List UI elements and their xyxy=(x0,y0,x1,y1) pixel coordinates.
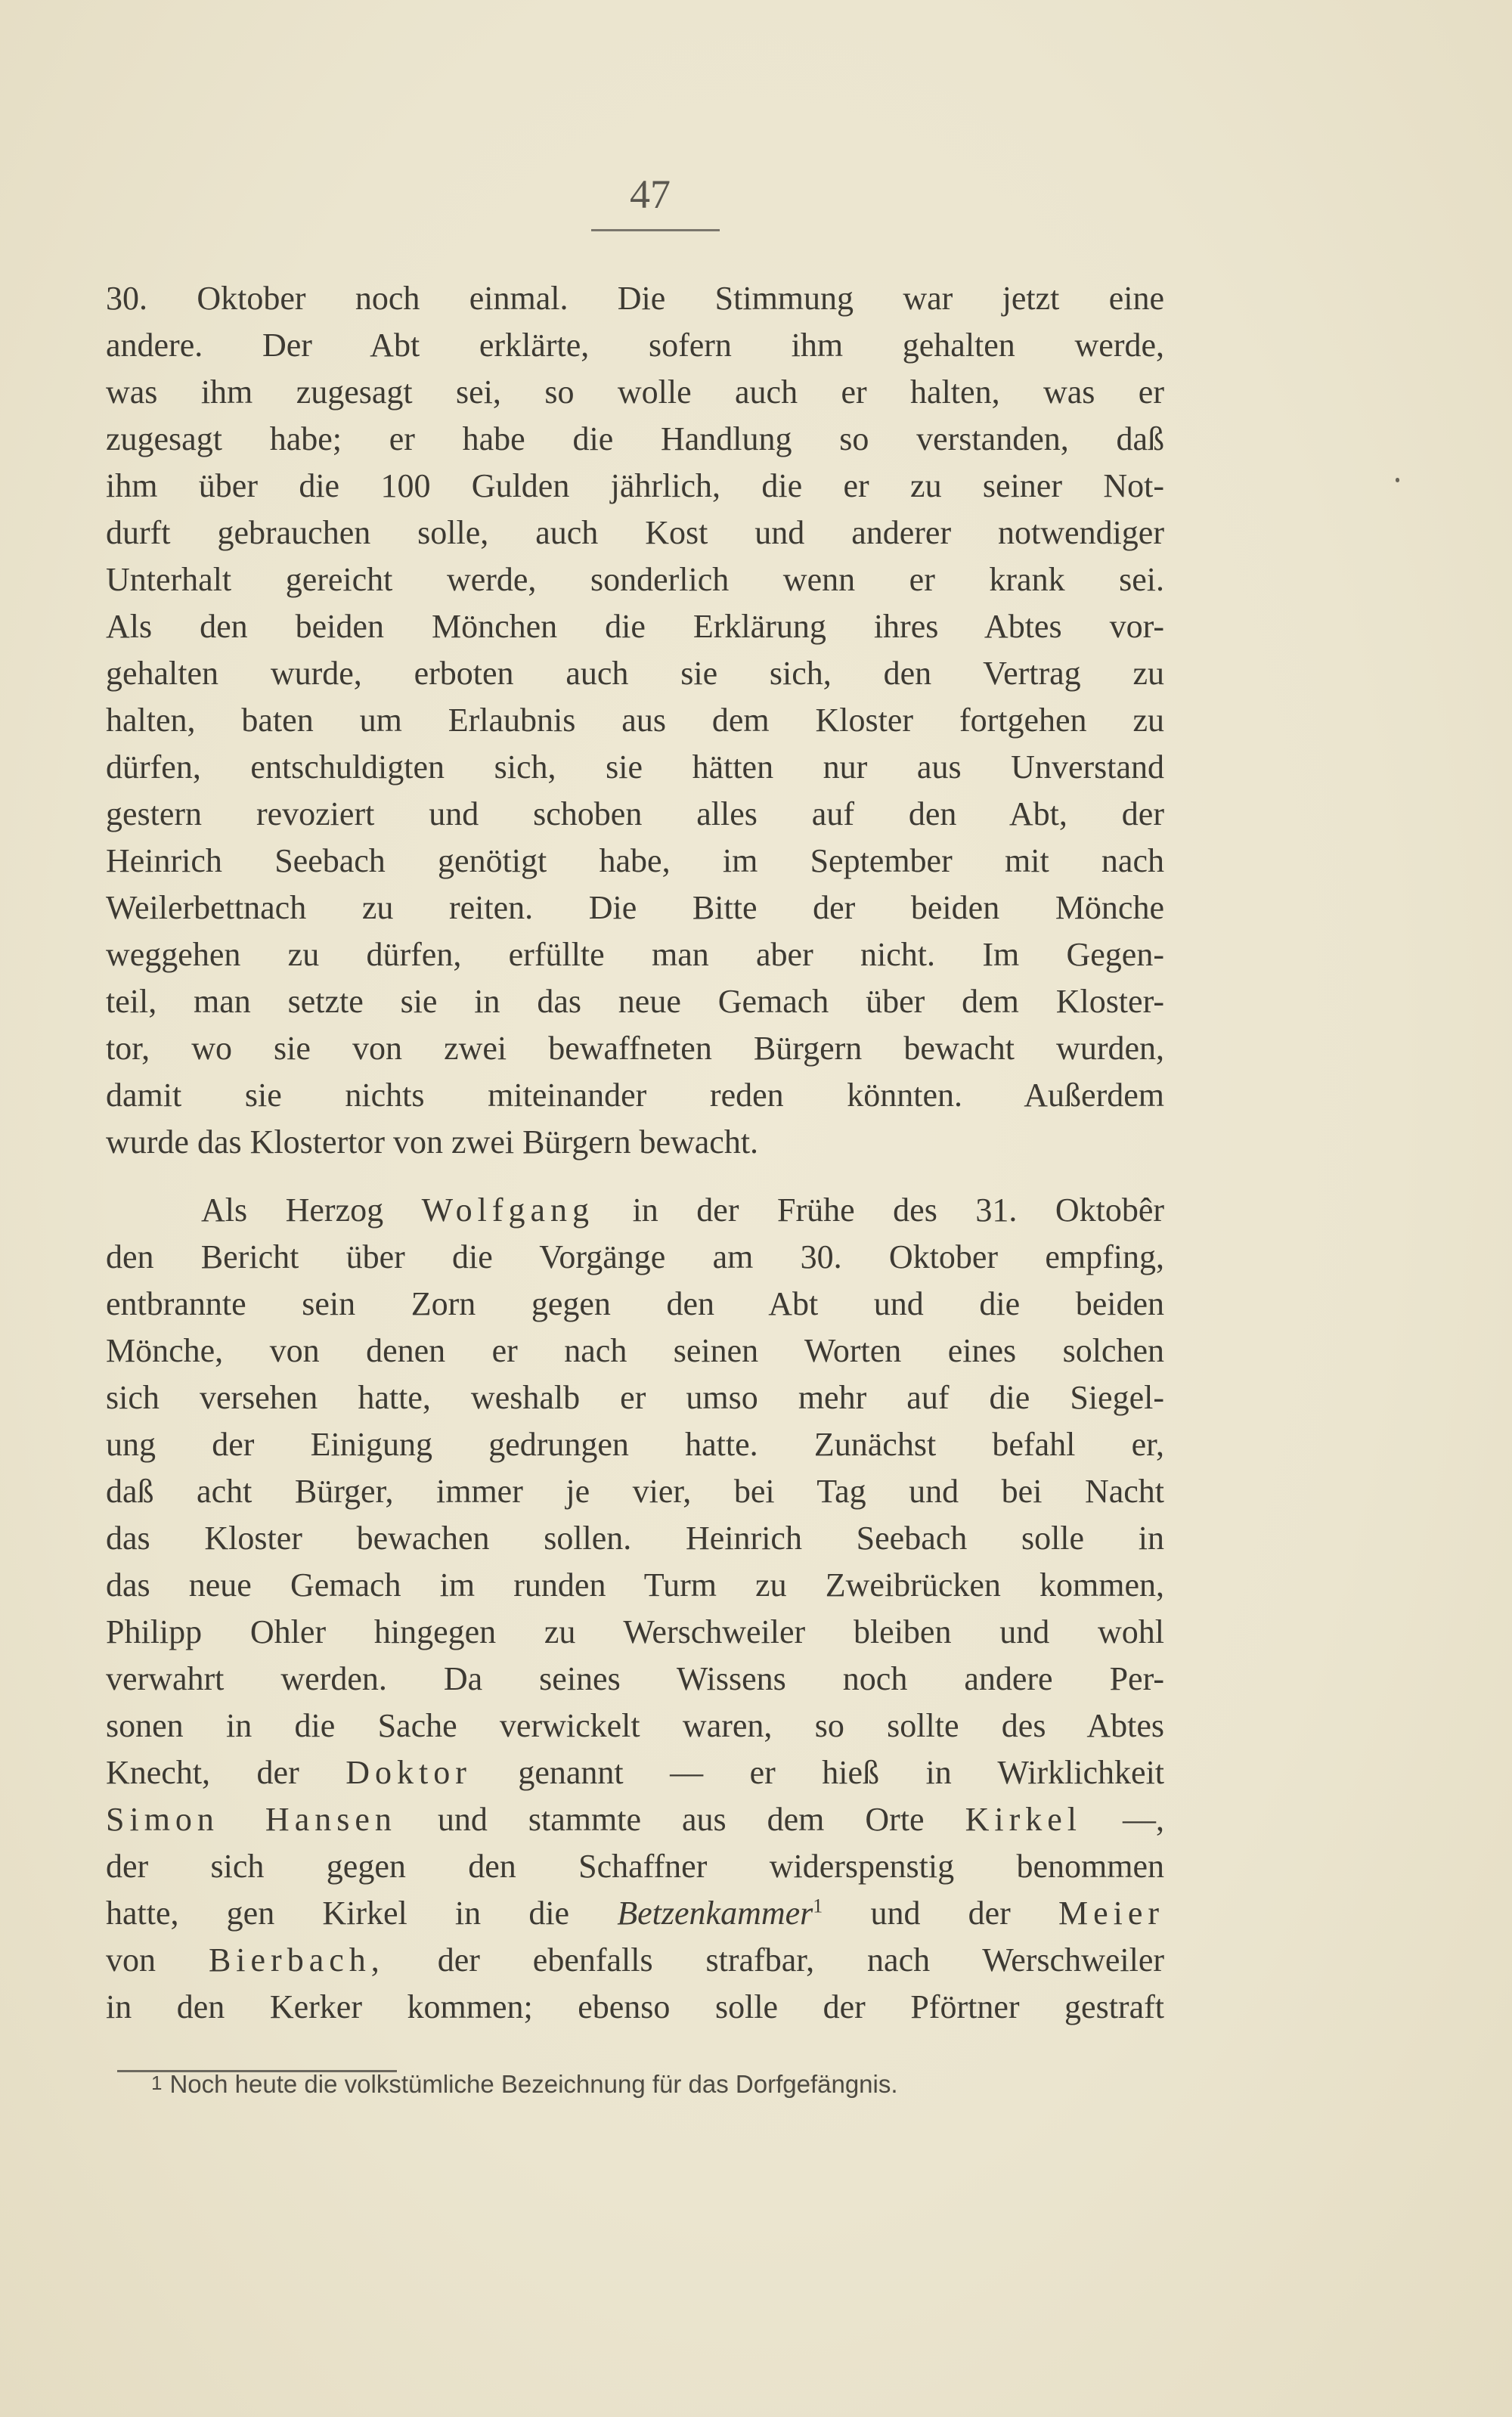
text-line: den Bericht über die Vorgänge am 30. Oktober empfing, xyxy=(106,1238,1164,1275)
text-line: weggehen zu dürfen, erfüllte man aber nicht. Im Gegen- xyxy=(106,936,1164,973)
text-line: verwahrt werden. Da seines Wissens noch andere Per- xyxy=(106,1660,1164,1697)
text-line: das Kloster bewachen sollen. Heinrich Seebach solle in xyxy=(106,1520,1164,1557)
spaced-name: Simon Hansen xyxy=(106,1801,397,1838)
text-line: Philipp Ohler hingegen zu Werschweiler bleiben und wohl xyxy=(106,1613,1164,1650)
text-line xyxy=(106,1749,1164,1796)
text-span: Knecht, der xyxy=(106,1754,299,1791)
text-line: damit sie nichts miteinander reden könnten. Außerdem xyxy=(106,1077,1164,1114)
text-line: durft gebrauchen solle, auch Kost und anderer notwendiger xyxy=(106,514,1164,551)
italic-term: Betzenkammer xyxy=(617,1895,813,1932)
text-line: dürfen, entschuldigten sich, sie hätten nur aus Unverstand xyxy=(106,748,1164,786)
text-line: was ihm zugesagt sei, so wolle auch er halten, was er xyxy=(106,373,1164,411)
text-span: und stammte aus dem Orte xyxy=(437,1801,925,1838)
spaced-name: Wolfgang xyxy=(421,1191,595,1229)
paper-speck xyxy=(1396,478,1399,482)
text-line: zugesagt habe; er habe die Handlung so verstanden, daß xyxy=(106,420,1164,457)
text-line: Heinrich Seebach genötigt habe, im September mit nach xyxy=(106,842,1164,879)
text-line xyxy=(106,1796,1164,1843)
footnote-text: Noch heute die volkstümliche Bezeichnung für das Dorfgefängnis. xyxy=(169,2070,898,2098)
text-line: 30. Oktober noch einmal. Die Stimmung war jetzt eine xyxy=(106,280,1164,317)
text-line: wurde das Klostertor von zwei Bürgern bewacht. xyxy=(106,1123,759,1160)
text-line xyxy=(106,1937,1164,1984)
text-line xyxy=(201,1187,1164,1234)
text-span: genannt — er hieß in Wirklichkeit xyxy=(518,1754,1165,1791)
spaced-name: Bierbach, xyxy=(208,1941,385,1979)
footnote xyxy=(151,2065,898,2102)
spaced-name: Meier xyxy=(1058,1895,1165,1932)
text-line: der sich gegen den Schaffner widerspenstig benommen xyxy=(106,1848,1164,1885)
text-line: tor, wo sie von zwei bewaffneten Bürgern bewacht wurden, xyxy=(106,1030,1164,1067)
text-line: Mönche, von denen er nach seinen Worten eines solchen xyxy=(106,1332,1164,1369)
spaced-name: Kirkel xyxy=(965,1801,1083,1838)
page-number: 47 xyxy=(630,172,671,217)
text-span: —, xyxy=(1123,1801,1165,1838)
text-line: Weilerbettnach zu reiten. Die Bitte der beiden Mönche xyxy=(106,889,1164,926)
text-line: sich versehen hatte, weshalb er umso mehr auf die Siegel- xyxy=(106,1379,1164,1416)
text-span: Als Herzog xyxy=(201,1191,384,1229)
text-span: von xyxy=(106,1941,156,1979)
text-line: halten, baten um Erlaubnis aus dem Kloster fortgehen zu xyxy=(106,702,1164,739)
text-line: gestern revoziert und schoben alles auf den Abt, der xyxy=(106,795,1164,832)
spaced-name: Doktor xyxy=(345,1754,472,1791)
footnote-reference: 1 xyxy=(813,1895,823,1917)
text-line: Als den beiden Mönchen die Erklärung ihres Abtes vor- xyxy=(106,608,1164,645)
text-span: der ebenfalls strafbar, nach Werschweiler xyxy=(437,1941,1165,1979)
text-line xyxy=(106,1890,1164,1937)
text-line: in den Kerker kommen; ebenso solle der Pförtner gestraft xyxy=(106,1988,1164,2025)
text-line: das neue Gemach im runden Turm zu Zweibrücken kommen, xyxy=(106,1566,1164,1604)
footnote-marker: 1 xyxy=(151,2071,163,2094)
text-line: teil, man setzte sie in das neue Gemach über dem Kloster- xyxy=(106,983,1164,1020)
text-line: sonen in die Sache verwickelt waren, so sollte des Abtes xyxy=(106,1707,1164,1744)
text-span: hatte, gen Kirkel in die xyxy=(106,1895,570,1932)
text-line: ung der Einigung gedrungen hatte. Zunächst befahl er, xyxy=(106,1426,1164,1463)
text-line: andere. Der Abt erklärte, sofern ihm gehalten werde, xyxy=(106,327,1164,364)
text-span: in der Frühe des 31. Oktobêr xyxy=(632,1191,1165,1229)
text-span: und der xyxy=(870,1895,1011,1932)
text-line: entbrannte sein Zorn gegen den Abt und die beiden xyxy=(106,1285,1164,1322)
text-line: daß acht Bürger, immer je vier, bei Tag und bei Nacht xyxy=(106,1473,1164,1510)
text-line: gehalten wurde, erboten auch sie sich, den Vertrag zu xyxy=(106,655,1164,692)
text-line: Unterhalt gereicht werde, sonderlich wenn er krank sei. xyxy=(106,561,1164,598)
page-number-rule xyxy=(591,229,720,231)
text-line: ihm über die 100 Gulden jährlich, die er zu seiner Not- xyxy=(106,467,1164,504)
